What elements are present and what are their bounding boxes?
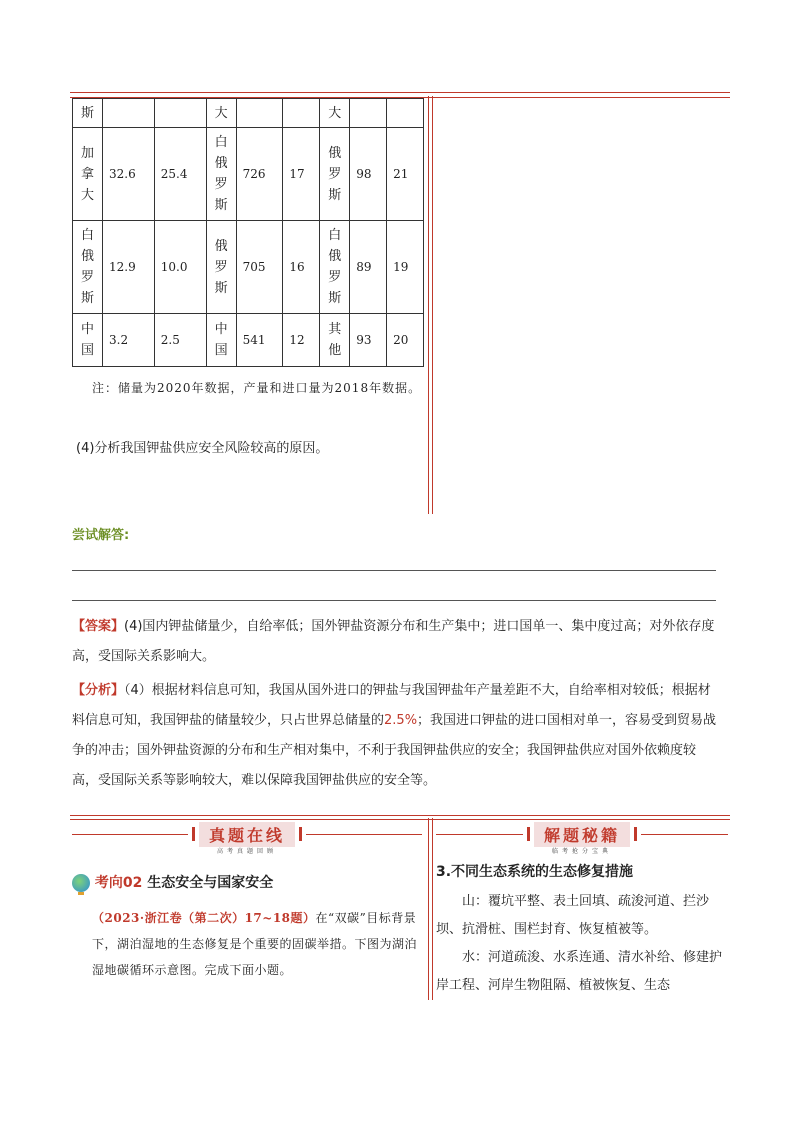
table-cell: 20 <box>387 314 424 367</box>
question-source: （2023·浙江卷（第二次）17~18题） <box>92 911 316 925</box>
table-cell <box>236 99 283 128</box>
column-divider-lower <box>428 818 433 1000</box>
try-answer-label: 尝试解答: <box>72 528 130 543</box>
table-cell: 21 <box>387 128 424 221</box>
table-cell: 89 <box>350 221 387 314</box>
tips-body <box>436 888 728 1000</box>
answer-tag: 【答案】 <box>72 619 125 634</box>
table-cell <box>283 99 320 128</box>
table-cell: 12.9 <box>103 221 155 314</box>
table-cell: 俄罗斯 <box>320 128 350 221</box>
table-cell: 白俄罗斯 <box>206 128 236 221</box>
left-banner-title: 真题在线 <box>199 822 295 847</box>
table-cell <box>154 99 206 128</box>
table-cell: 98 <box>350 128 387 221</box>
table-cell: 12 <box>283 314 320 367</box>
table-cell: 32.6 <box>103 128 155 221</box>
table-cell: 中国 <box>206 314 236 367</box>
table-cell: 3.2 <box>103 314 155 367</box>
potash-data-table <box>72 98 424 367</box>
table-row <box>73 314 424 367</box>
right-banner <box>436 822 728 855</box>
table-cell <box>350 99 387 128</box>
table-cell: 705 <box>236 221 283 314</box>
table-cell: 17 <box>283 128 320 221</box>
table-row <box>73 128 424 221</box>
table-cell: 541 <box>236 314 283 367</box>
question-intro-text: 在“双碳”目标背景下，湖泊湿地的生态修复是个重要的固碳举措。下图为湖泊湿地碳循环示意图。完成下面小题。 <box>92 911 418 977</box>
column-divider <box>428 96 433 514</box>
table-cell <box>387 99 424 128</box>
question-4: (4)分析我国钾盐供应安全风险较高的原因。 <box>76 441 329 456</box>
analysis-text-1: （4）根据材料信息可知，我国从国外进口的钾盐与我国钾盐年产量差距不大，自给率相对较低；根据材料信息可知，我国钾盐的储量较少，只占世界总储量的 <box>72 683 711 728</box>
table-row <box>73 221 424 314</box>
right-banner-subtitle: 临考抢分宝典 <box>551 848 612 855</box>
table-cell: 10.0 <box>154 221 206 314</box>
table-note: 注：储量为2020年数据，产量和进口量为2018年数据。 <box>92 381 422 395</box>
table-cell: 加拿大 <box>73 128 103 221</box>
kaoxiang-heading <box>72 872 273 892</box>
table-cell: 16 <box>283 221 320 314</box>
table-row <box>73 99 424 128</box>
table-cell: 726 <box>236 128 283 221</box>
question-intro <box>92 905 422 983</box>
left-banner <box>72 822 422 855</box>
tips-water: 水：河道疏浚、水系连通、清水补给、修建护岸工程、河岸生物阻隔、植被恢复、生态 <box>436 950 723 993</box>
answer-text: (4)国内钾盐储量少，自给率低；国外钾盐资源分布和生产集中；进口国单一、集中度过高；对外依存度高，受国际关系影响大。 <box>72 619 715 664</box>
answer-block <box>72 612 720 672</box>
table-cell: 2.5 <box>154 314 206 367</box>
table-cell: 25.4 <box>154 128 206 221</box>
answer-line <box>72 570 716 571</box>
kaoxiang-title: 生态安全与国家安全 <box>147 875 274 891</box>
left-banner-subtitle: 高考真题回顾 <box>216 848 277 855</box>
table-cell: 白俄罗斯 <box>73 221 103 314</box>
analysis-block <box>72 676 720 796</box>
analysis-percent: 2.5% <box>384 713 418 728</box>
table-cell: 其他 <box>320 314 350 367</box>
analysis-tag: 【分析】 <box>72 683 125 698</box>
table-cell: 19 <box>387 221 424 314</box>
tips-heading: 3.不同生态系统的生态修复措施 <box>436 864 634 880</box>
kaoxiang-tag: 考向02 <box>94 875 143 891</box>
table-cell: 大 <box>206 99 236 128</box>
table-cell: 斯 <box>73 99 103 128</box>
table-cell: 俄罗斯 <box>206 221 236 314</box>
table-cell: 白俄罗斯 <box>320 221 350 314</box>
analysis-text-2: ；我国进口钾盐的进口国相对单一，容易受到贸易战争的冲击；国外钾盐资源的分布和生产相对集中，不利于我国钾盐供应的安全；我国钾盐供应对国外依赖度较高，受国际关系等影响较大，难以保障我国钾盐供应的安全等。 <box>72 713 717 788</box>
tips-mountain: 山：覆坑平整、表土回填、疏浚河道、拦沙坝、抗滑桩、围栏封育、恢复植被等。 <box>436 894 710 937</box>
table-cell: 大 <box>320 99 350 128</box>
table-cell <box>103 99 155 128</box>
table-cell: 中国 <box>73 314 103 367</box>
globe-icon <box>72 874 90 892</box>
right-banner-title: 解题秘籍 <box>534 822 630 847</box>
section-band-rule <box>70 815 730 820</box>
answer-line <box>72 600 716 601</box>
table-cell: 93 <box>350 314 387 367</box>
